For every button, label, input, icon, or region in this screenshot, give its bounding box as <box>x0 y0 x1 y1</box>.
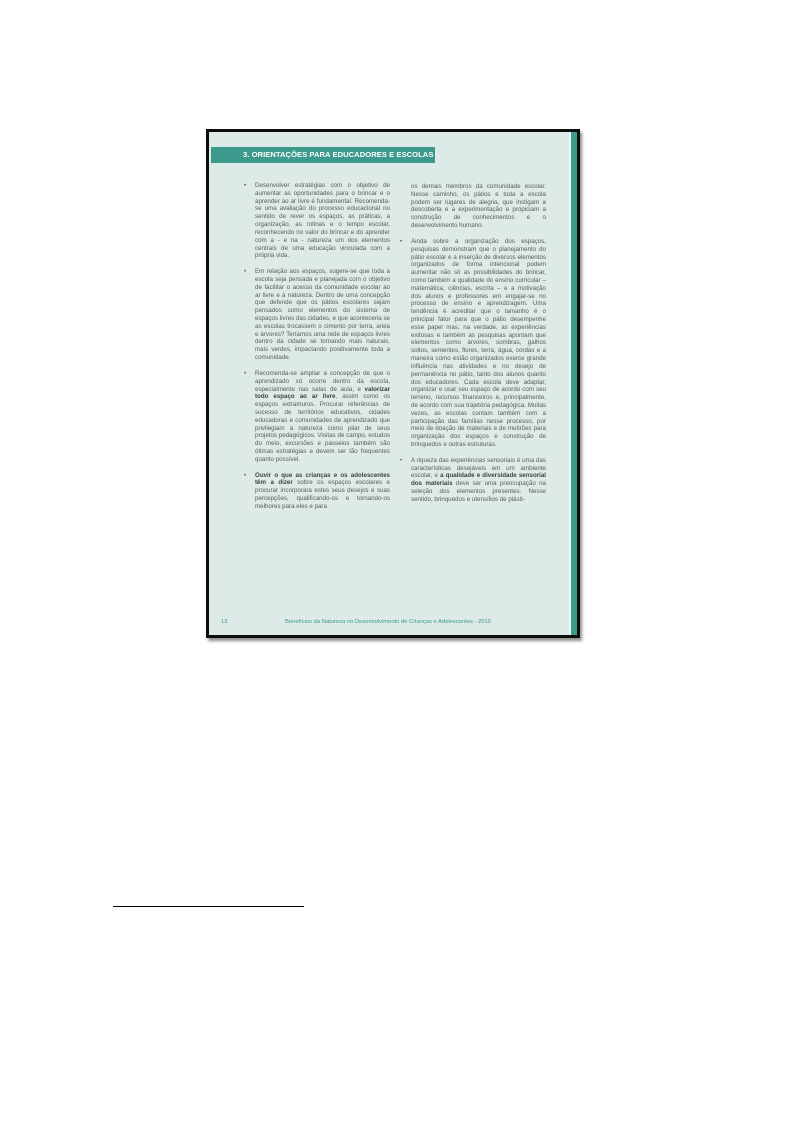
list-item <box>399 238 546 449</box>
list-item <box>243 268 390 362</box>
list-item-text: Ainda sobre a organização dos espaços, pesquisas demonstram que o planejamento do pátio escolar e a inserção de diversos elementos organizados de forma intencional podem aumentar não só as possibilidades do brincar, como também a qualidade do ensino curricular – matemática, ciências, escrita – e a motivação dos alunos e professores em engajar-se no processo de ensino e aprendizagem. Uma tendência é acreditar que o tamanho é o principal fator para que o pátio desempenhe esse papel mas, na verdade, as experiências exitosas e também as pesquisas apontam que elementos como árvores, sombras, galhos soltos, sementes, flores, terra, água, cordas e a maneira como estão organizados exerce grande influência nas atividades e no desejo de permanência no pátio, tanto dos alunos quanto dos educadores. Cada escola deve adaptar, organizar e usar seu espaço de acordo com seu terreno, recursos financeiros e, principalmente, de acordo com sua trajetória pedagógica. Muitas vezes, as escolas contam também com a participação das famílias nesse processo, por meio de doação de materiais e de mutirões para organização dos espaços e construção de brinquedos e outras estruturas. <box>411 237 546 448</box>
emphasis-text: a qualidade e diversidade sensorial dos materiais <box>411 472 547 488</box>
list-item <box>243 370 390 464</box>
scanned-page-image <box>206 129 580 638</box>
list-item <box>243 472 390 511</box>
list-item <box>399 457 546 504</box>
list-item-text: sobre os espaços escolares e procurar incorporara estes seus desejos e suas percepções, qualificando-os e tornando-os melhores para eles e para <box>255 479 390 510</box>
bullet-icon: • <box>400 456 403 464</box>
list-item-text: deve ser uma preocupação na seleção dos elementos presentes. Nesse sentido, brinquedos e utensílios de plásti- <box>411 480 546 503</box>
bullet-icon: • <box>244 268 247 276</box>
section-title-banner: 3. ORIENTAÇÕES PARA EDUCADORES E ESCOLAS <box>211 147 435 163</box>
list-item-text: Desenvolver estratégias com o objetivo de aumentar as oportunidades para o brincar e o aprender ao ar livre é fundamental. Recomenda-se uma avaliação do processo educacional no sentido de rever os espaços, as práticas, a organização, as rotinas e o tempo escolar, reconhecendo no valor do brincar e do aprender com a - e na - natureza um dos elementos centrais de uma educação vinculada com a própria vida. <box>255 182 390 260</box>
list-item-text: Em relação aos espaços, sugere-se que toda a escola seja pensada e planejada com o objetivo de facilitar o acesso da comunidade escolar ao ar livre e à natureza. Dentro de uma concepção que defende que os pátios escolares sejam pensados como elementos do sistema de espaços livres das cidades, e que aconteceria se as escolas trocassem o cimento por terra, areia e árvores? Teríamos uma rede de espaços livres dentro da cidade se tornando mais naturais, mais verdes, impactando positivamente toda a comunidade. <box>255 268 390 362</box>
list-item-continued <box>399 183 546 230</box>
teal-edge-bar <box>571 132 577 635</box>
emphasis-text: Ouvir o que as crianças e os adolescentes têm a dizer <box>255 471 390 487</box>
bullet-icon: • <box>400 237 403 245</box>
list-item <box>243 182 390 260</box>
emphasis-text: valorizar todo espaço ao ar livre <box>255 385 390 401</box>
left-text-column <box>243 182 390 519</box>
list-item-text: Recomenda-se ampliar a concepção de que o aprendizado só ocorre dentro da escola, especialmente nas salas de aula, e <box>255 369 390 393</box>
list-item-text: , assim como os espaços extramuros. Procurar referências de sucesso de territórios educativos, cidades educadoras e comunidades de aprendizado que privilegiam a natureza como pilar de seus projetos pedagógicos. Visitas de campo, estudos do meio, excursões e passeios também são ótimas estratégias e devem ser tão frequentes quanto possível. <box>255 393 390 463</box>
bullet-icon: • <box>244 471 247 479</box>
bullet-icon: • <box>244 369 247 377</box>
bullet-icon: • <box>244 182 247 189</box>
right-text-column <box>399 183 546 512</box>
page-number: 13 <box>221 619 228 625</box>
footnote-separator <box>113 906 304 907</box>
footer-title: Benefícios da Natureza no Desenvolvimento de Crianças e Adolescentes - 2019 <box>285 619 491 625</box>
list-item-text: os demais membros da comunidade escolar. Nesse caminho, os pátios e toda a escola podem ser lugares de alegria, que instigam a descoberta e a experimentação e propiciam a construção de conhecimentos e o desenvolvimento humano. <box>411 183 546 230</box>
list-item-text: A riqueza das experiências sensoriais é uma das características desejáveis em um ambiente escolar, e <box>411 456 546 480</box>
